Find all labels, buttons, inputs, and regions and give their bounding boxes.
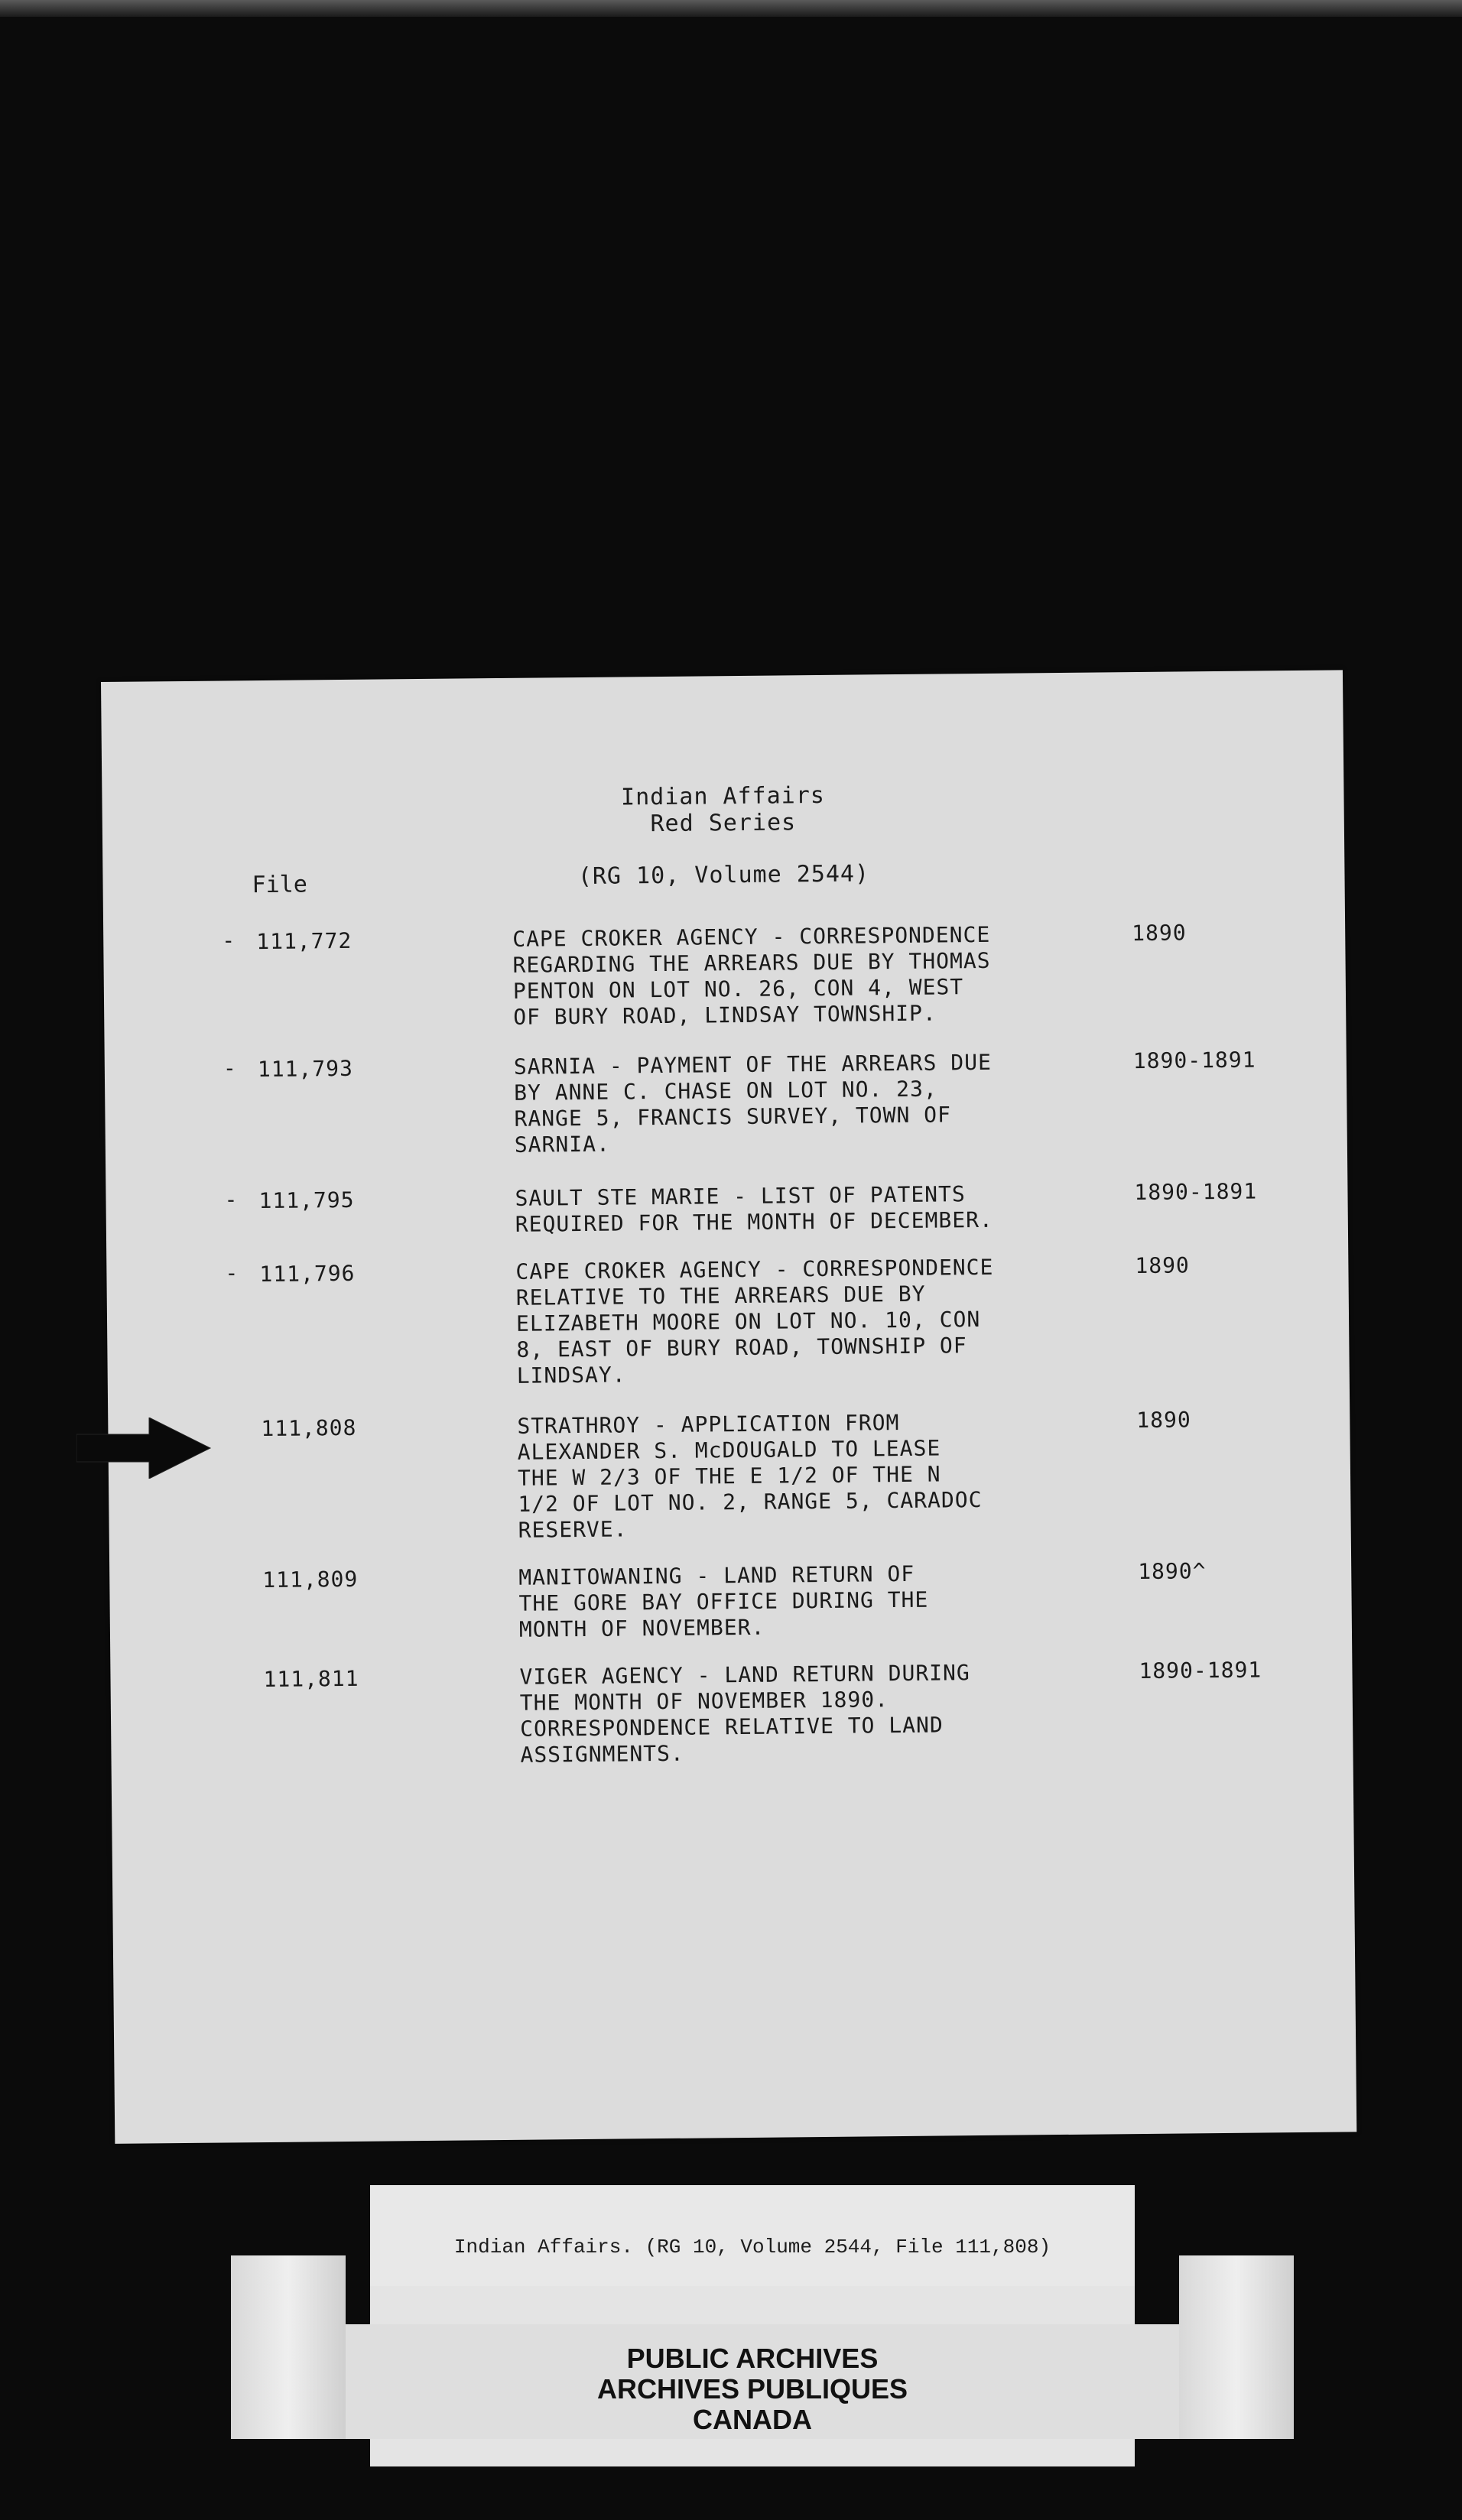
- entry-description: CAPE CROKER AGENCY - CORRESPONDENCE RELATIVE TO THE ARREARS DUE BY ELIZABETH MOORE ON LOT NO. 10, CON 8, EAST OF BURY ROAD, TOWNSHIP OF LINDSAY.: [515, 1254, 994, 1388]
- entry-description: SARNIA - PAYMENT OF THE ARREARS DUE BY ANNE C. CHASE ON LOT NO. 23, RANGE 5, FRANCIS SURVEY, TOWN OF SARNIA.: [513, 1049, 993, 1158]
- entry-tick-mark: -: [222, 927, 236, 953]
- entry-file-number: 111,793: [257, 1055, 354, 1083]
- entry-file-number: 111,772: [256, 927, 353, 955]
- entry-row: [108, 1405, 1350, 1543]
- entry-date: 1890-1891: [1139, 1657, 1262, 1684]
- entry-file-number: 111,808: [261, 1414, 357, 1442]
- header-volume: (RG 10, Volume 2544): [577, 860, 870, 891]
- entry-date: 1890-1891: [1134, 1178, 1258, 1206]
- entry-description: MANITOWANING - LAND RETURN OF THE GORE BAY OFFICE DURING THE MONTH OF NOVEMBER.: [518, 1560, 929, 1642]
- entry-description: STRATHROY - APPLICATION FROM ALEXANDER S. McDOUGALD TO LEASE THE W 2/3 OF THE E 1/2 OF THE N 1/2 OF LOT NO. 2, RANGE 5, CARADOC RESERVE.: [517, 1410, 983, 1543]
- entry-file-number: 111,795: [258, 1187, 355, 1214]
- entry-description: VIGER AGENCY - LAND RETURN DURING THE MONTH OF NOVEMBER 1890. CORRESPONDENCE RELATIVE TO LAND ASSIGNMENTS.: [519, 1660, 970, 1768]
- reference-label-text: Indian Affairs. (RG 10, Volume 2544, File 111,808): [453, 2236, 1051, 2259]
- stamp-right-tab: [1179, 2255, 1294, 2439]
- entry-tick-mark: -: [224, 1187, 239, 1213]
- document-page: [101, 670, 1356, 2144]
- entry-date: 1890: [1132, 920, 1187, 947]
- stamp-line-public-archives: PUBLIC ARCHIVES: [626, 2343, 879, 2374]
- entry-date: 1890-1891: [1132, 1047, 1256, 1074]
- pointer-arrow-icon: [76, 1418, 214, 1479]
- film-top-edge: [0, 0, 1462, 17]
- entry-row: [109, 1557, 1351, 1642]
- entry-row: [110, 1656, 1352, 1768]
- entry-row: [106, 1177, 1347, 1237]
- entry-date: 1890: [1136, 1407, 1191, 1434]
- entry-file-number: 111,811: [263, 1665, 359, 1693]
- entry-tick-mark: -: [225, 1260, 239, 1286]
- file-column-label: File: [252, 871, 307, 899]
- entry-description: CAPE CROKER AGENCY - CORRESPONDENCE REGARDING THE ARREARS DUE BY THOMAS PENTON ON LOT NO. 26, CON 4, WEST OF BURY ROAD, LINDSAY TOWNSHIP.: [512, 921, 991, 1030]
- entry-file-number: 111,796: [259, 1260, 356, 1288]
- header-title: Indian Affairs: [620, 781, 826, 811]
- entry-description: SAULT STE MARIE - LIST OF PATENTS REQUIRED FOR THE MONTH OF DECEMBER.: [515, 1181, 993, 1237]
- entry-date: 1890: [1135, 1252, 1190, 1279]
- entry-row: [106, 1251, 1348, 1388]
- stamp-line-archives-publiques: ARCHIVES PUBLIQUES: [596, 2373, 908, 2405]
- entry-file-number: 111,809: [262, 1566, 359, 1593]
- header-subtitle: Red Series: [650, 809, 797, 838]
- entry-date: 1890^: [1138, 1558, 1207, 1585]
- entry-tick-mark: -: [223, 1055, 237, 1081]
- entry-row: [103, 918, 1345, 1030]
- entry-row: [105, 1046, 1347, 1158]
- stamp-left-tab: [231, 2255, 346, 2439]
- stamp-line-canada: CANADA: [693, 2404, 812, 2435]
